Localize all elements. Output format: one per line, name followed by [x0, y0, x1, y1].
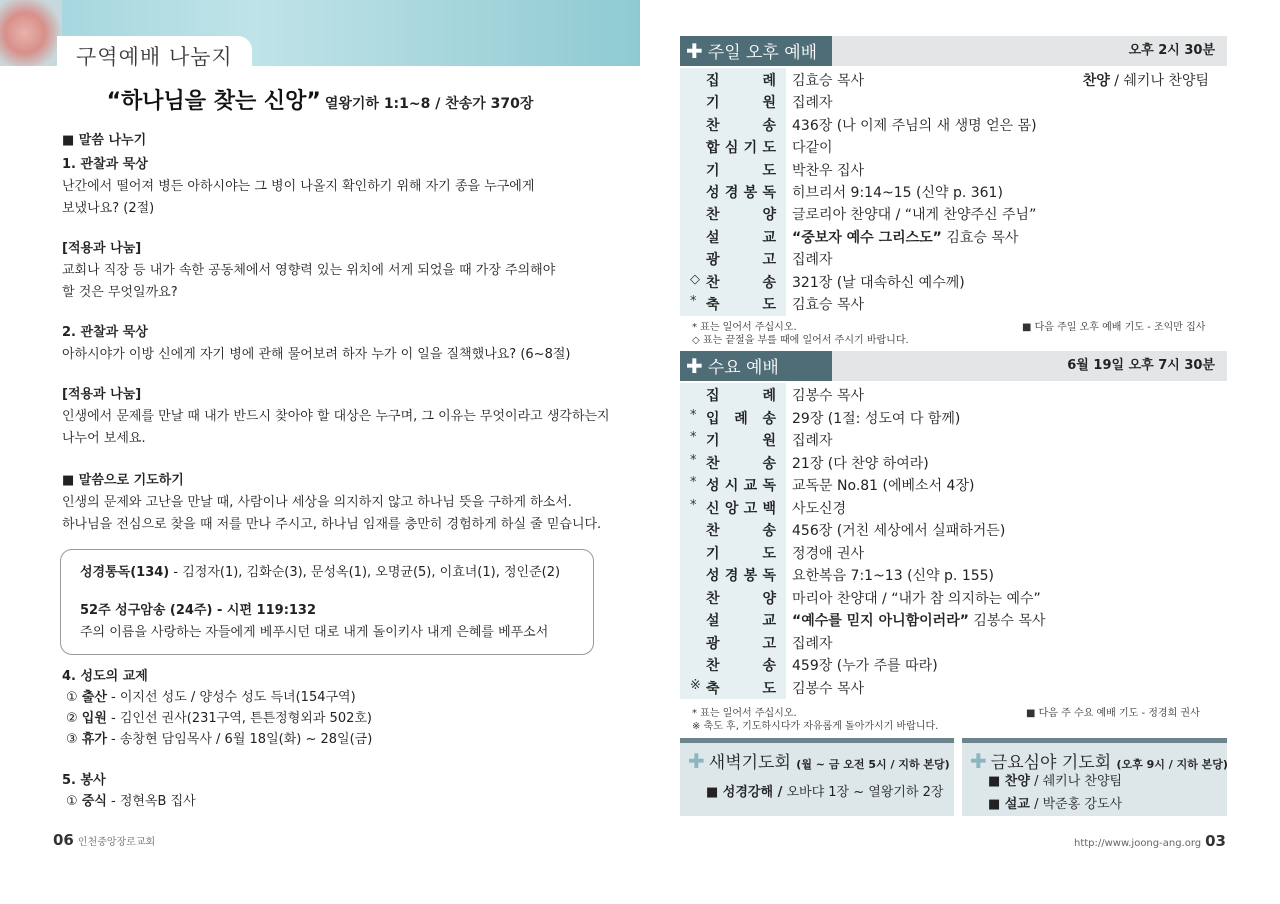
order-row: [680, 114, 1227, 137]
friday-line-2: [988, 793, 1122, 812]
row-label: 집 례: [706, 388, 776, 404]
row-label: 찬 송: [706, 658, 776, 674]
order-row: [680, 271, 1227, 294]
order-row: [680, 677, 1227, 700]
application1-line2: 할 것은 무엇일까요?: [62, 285, 178, 300]
page-number-left: 06: [53, 831, 74, 849]
memory-verse-label: 52주 성구암송 (24주) - 시편 119:132: [80, 603, 317, 618]
friday-line2-label: ■ 설교: [988, 797, 1030, 812]
row-value-text: 마리아 찬양대 / “내가 참 의지하는 예수”: [792, 590, 1041, 607]
footer-left: [53, 831, 155, 849]
row-value-text: 교독문 No.81 (에베소서 4장): [792, 478, 975, 494]
application2-line2: 나누어 보세요.: [62, 431, 146, 446]
friday-subtitle: (오후 9시 / 지하 본당): [1116, 758, 1228, 771]
cross-icon: ✚: [686, 39, 703, 63]
order-row: [680, 136, 1227, 159]
row-label: 광 고: [706, 252, 776, 269]
row-marker: *: [690, 294, 697, 309]
item-text: - 김인선 권사(231구역, 튼튼정형외과 502호): [106, 711, 372, 726]
row-value-text: 글로리아 찬양대 / “내게 찬양주신 주님”: [792, 207, 1037, 224]
row-value: [792, 204, 1036, 224]
row-value: [792, 565, 994, 585]
wednesday-service-title: 수요 예배: [707, 358, 779, 378]
row-value-text: 다같이: [792, 140, 833, 157]
row-value-text: 집례자: [792, 635, 833, 652]
row-extra-text: / 쉐키나 찬양팀: [1109, 73, 1209, 89]
friday-prayer-box: [962, 738, 1227, 816]
order-row: [680, 248, 1227, 271]
row-extra: [1083, 70, 1209, 90]
order-row: [680, 181, 1227, 204]
prayer-line2: 하나님을 전심으로 찾을 때 저를 만나 주시고, 하나님 임재를 충만히 경험하게 하실 줄 믿습니다.: [62, 517, 602, 532]
prayer-heading: ■ 말씀으로 기도하기: [62, 473, 184, 488]
word-share-heading: ■ 말씀 나누기: [62, 133, 147, 148]
row-value-text: 김효승 목사: [941, 229, 1019, 246]
row-value-text: 정경애 권사: [792, 545, 865, 562]
q1-line1: 난간에서 떨어져 병든 아하시야는 그 병이 나올지 확인하기 위해 자기 종을 누구에게: [62, 179, 535, 194]
row-value-text: 321장 (날 대속하신 예수께): [792, 274, 965, 291]
application1-line1: 교회나 직장 등 내가 속한 공동체에서 영향력 있는 위치에 서게 되었을 때 가장 주의해야: [62, 263, 556, 278]
row-value-text: 박찬우 집사: [792, 162, 865, 179]
row-label: 광 고: [706, 635, 776, 652]
order-row: [680, 429, 1227, 452]
row-value: [792, 498, 846, 518]
row-value-text: 김봉수 목사: [968, 613, 1046, 629]
dawn-prayer-box: [680, 738, 954, 816]
row-value-text: 사도신경: [792, 500, 847, 517]
row-value: [792, 655, 938, 675]
row-label: 축 도: [706, 680, 776, 697]
friday-line2-text: / 박준홍 강도사: [1029, 797, 1123, 812]
fellowship-item-3: [66, 729, 372, 751]
friday-title-text: 금요심야 기도회: [990, 753, 1112, 773]
row-label: 기 원: [706, 95, 776, 112]
row-value: [792, 385, 864, 405]
friday-line-1: [988, 770, 1122, 789]
row-value: [792, 137, 833, 157]
dawn-subtitle: (월 ~ 금 오전 5시 / 지하 본당): [796, 758, 950, 771]
row-label: 기 도: [706, 545, 776, 562]
row-label: 합 심 기 도: [706, 140, 776, 157]
row-label: 찬 양: [706, 590, 776, 607]
row-marker: ※: [690, 677, 701, 693]
item-text: - 송창현 담임목사 / 6월 18일(화) ~ 28일(금): [106, 732, 373, 747]
order-row: [680, 632, 1227, 655]
item-label: 휴가: [81, 732, 107, 747]
q1-line2: 보냈나요? (2절): [62, 201, 155, 216]
order-row: [680, 497, 1227, 520]
order-row: [680, 452, 1227, 475]
row-label: 집 례: [706, 73, 776, 89]
website-url: http://www.joong-ang.org: [1073, 838, 1202, 849]
dawn-line-text: 오바댜 1장 ~ 열왕기하 2장: [782, 785, 944, 800]
cross-icon: ✚: [686, 354, 703, 378]
order-row: [680, 69, 1227, 92]
row-label: 입 례 송: [706, 410, 776, 427]
sunday-service-title: 주일 오후 예배: [707, 43, 818, 63]
sunday-next-prayer: ■ 다음 주일 오후 예배 기도 - 조익만 집사: [1022, 322, 1206, 333]
row-value: [792, 70, 864, 90]
order-row: [680, 407, 1227, 430]
sunday-service-time: 오후 2시 30분: [1128, 43, 1215, 58]
row-value: [792, 160, 864, 180]
row-value: [792, 453, 929, 473]
item-label: 출산: [81, 690, 107, 705]
row-value: [792, 475, 974, 495]
order-row: [680, 159, 1227, 182]
bible-reading-label: 성경통독(134): [80, 565, 170, 580]
friday-line1-label: ■ 찬양: [988, 774, 1030, 789]
row-value: [792, 408, 960, 428]
sermon-reference: 열왕기하 1:1~8 / 찬송가 370장: [324, 96, 534, 112]
sunday-service-tag: [680, 36, 832, 66]
fellowship-item-1: [66, 687, 356, 709]
application2-heading: [적용과 나눔]: [62, 387, 142, 402]
row-value: [792, 115, 1037, 135]
row-marker: *: [690, 497, 697, 513]
order-row: [680, 226, 1227, 249]
order-row: [680, 91, 1227, 114]
order-row: [680, 654, 1227, 677]
memory-verse-text: 주의 이름을 사랑하는 자들에게 베푸시던 대로 내게 돌이키사 내게 은혜를 베푸소서: [80, 625, 549, 640]
order-row: [680, 384, 1227, 407]
fellowship-heading: 4. 성도의 교제: [62, 669, 148, 684]
row-value-text: 집례자: [792, 95, 833, 112]
dawn-prayer-title: [688, 748, 950, 773]
sermon-title-text: “중보자 예수 그리스도”: [792, 229, 942, 246]
row-value-text: 21장 (다 찬양 하여라): [792, 455, 929, 472]
friday-line1-text: / 쉐키나 찬양팀: [1029, 774, 1123, 789]
box-top-bar: [680, 738, 954, 743]
sermon-title-main: “하나님을 찾는 신앙”: [106, 89, 321, 114]
row-value-text: 집례자: [792, 252, 833, 269]
row-value-text: 요한복음 7:1~13 (신약 p. 155): [792, 568, 995, 584]
dawn-title-text: 새벽기도회: [708, 753, 791, 773]
row-marker: *: [690, 475, 697, 490]
row-value-text: 김봉수 목사: [792, 680, 865, 697]
row-label: 찬 송: [706, 117, 776, 134]
q1-heading: 1. 관찰과 묵상: [62, 157, 148, 172]
footer-right: [1074, 831, 1226, 850]
row-value: [792, 272, 965, 292]
row-value: [792, 294, 864, 314]
row-value: [792, 182, 1003, 202]
application1-heading: [적용과 나눔]: [62, 241, 142, 256]
sunday-note-2: ◇ 표는 끝절을 부를 때에 일어서 주시기 바랍니다.: [692, 335, 909, 346]
order-row: [680, 203, 1227, 226]
row-value: [792, 633, 833, 653]
row-value: [792, 430, 833, 450]
row-label: 설 교: [706, 229, 776, 246]
sermon-title: [0, 84, 640, 115]
cross-icon: ✚: [688, 749, 705, 773]
row-value: [792, 92, 833, 112]
row-value-text: 456장 (거친 세상에서 실패하거든): [792, 523, 1006, 539]
row-label: 찬 송: [706, 274, 776, 291]
sunday-service-header: [680, 36, 1227, 66]
page-number-right: 03: [1205, 832, 1226, 850]
row-value: [792, 520, 1005, 540]
row-value-text: 김효승 목사: [792, 73, 865, 89]
row-label: 축 도: [706, 297, 776, 313]
order-row: [680, 587, 1227, 610]
item-text: - 정현옥B 집사: [106, 794, 196, 809]
row-value-text: 김효승 목사: [792, 297, 865, 313]
row-value: [792, 678, 864, 698]
sermon-title-text: “예수를 믿지 아니함이러라”: [792, 613, 969, 629]
row-value: [792, 543, 864, 563]
sunday-note-1: * 표는 일어서 주십시오.: [692, 322, 797, 333]
item-number: ①: [66, 690, 82, 705]
order-row: [680, 542, 1227, 565]
item-number: ①: [66, 794, 82, 809]
prayer-line1: 인생의 문제와 고난을 만날 때, 사람이나 세상을 의지하지 않고 하나님 뜻을 구하게 하소서.: [62, 495, 572, 510]
wednesday-next-prayer: ■ 다음 주 수요 예배 기도 - 정경희 권사: [1026, 708, 1200, 719]
row-value: [792, 610, 1045, 630]
service-item-1: [66, 791, 196, 813]
cross-icon: ✚: [970, 749, 987, 773]
q2-line1: 아하시야가 이방 신에게 자기 병에 관해 물어보려 하자 누가 이 일을 질책했나요? (6~8절): [62, 347, 571, 362]
q2-heading: 2. 관찰과 묵상: [62, 325, 148, 340]
item-number: ③: [66, 732, 82, 747]
row-label: 성 시 교 독: [706, 478, 776, 494]
row-label: 기 도: [706, 162, 776, 179]
wednesday-service-time: 6월 19일 오후 7시 30분: [1067, 358, 1215, 373]
bible-reading-line: [80, 562, 560, 584]
item-label: 중식: [81, 794, 107, 809]
row-extra-label: 찬양: [1082, 73, 1110, 89]
row-marker: *: [690, 430, 697, 445]
section-title: 구역예배 나눔지: [76, 45, 233, 69]
service-heading: 5. 봉사: [62, 773, 106, 788]
row-value: [792, 249, 833, 269]
row-label: 성 경 봉 독: [706, 185, 776, 201]
box-top-bar: [962, 738, 1227, 743]
dawn-line: [706, 781, 943, 800]
wednesday-note-1: * 표는 일어서 주십시오.: [692, 708, 797, 719]
row-marker: *: [690, 407, 697, 423]
row-value-text: 29장 (1절: 성도여 다 함께): [792, 410, 961, 427]
row-value-text: 김봉수 목사: [792, 388, 865, 404]
row-label: 성 경 봉 독: [706, 568, 776, 584]
item-number: ②: [66, 711, 82, 726]
item-label: 입원: [81, 711, 107, 726]
order-row: [680, 293, 1227, 316]
row-label: 찬 송: [706, 523, 776, 539]
row-label: 신 앙 고 백: [706, 500, 776, 517]
row-marker: *: [690, 452, 697, 468]
row-label: 기 원: [706, 433, 776, 449]
row-value: [792, 588, 1041, 608]
wednesday-note-2: ※ 축도 후, 기도하시다가 자유롭게 돌아가시기 바랍니다.: [692, 721, 939, 732]
order-row: [680, 519, 1227, 542]
row-value-text: 집례자: [792, 433, 833, 449]
row-value-text: 459장 (누가 주를 따라): [792, 658, 938, 674]
row-value-text: 436장 (나 이제 주님의 새 생명 얻은 몸): [792, 117, 1037, 134]
row-value: [792, 227, 1018, 247]
church-name: 인천중앙장로교회: [77, 837, 156, 848]
row-value-text: 히브리서 9:14~15 (신약 p. 361): [792, 185, 1003, 201]
row-label: 찬 양: [706, 207, 776, 224]
order-row: [680, 474, 1227, 497]
fellowship-item-2: [66, 708, 372, 730]
wednesday-service-header: [680, 351, 1227, 381]
item-text: - 이지선 성도 / 양성수 성도 득녀(154구역): [106, 690, 356, 705]
section-tab: [60, 36, 252, 72]
row-label: 찬 송: [706, 455, 776, 472]
row-marker: ◇: [690, 271, 700, 287]
application2-line1: 인생에서 문제를 만날 때 내가 반드시 찾아야 할 대상은 누구며, 그 이유는 무엇이라고 생각하는지: [62, 409, 610, 424]
row-label: 설 교: [706, 613, 776, 629]
heart-hands-image: [0, 0, 62, 66]
dawn-line-label: ■ 성경강해 /: [706, 785, 783, 800]
order-row: [680, 609, 1227, 632]
wednesday-service-tag: [680, 351, 832, 381]
bible-reading-names: - 김정자(1), 김화순(3), 문성옥(1), 오명균(5), 이효녀(1), 정인준(2): [169, 565, 561, 580]
order-row: [680, 564, 1227, 587]
